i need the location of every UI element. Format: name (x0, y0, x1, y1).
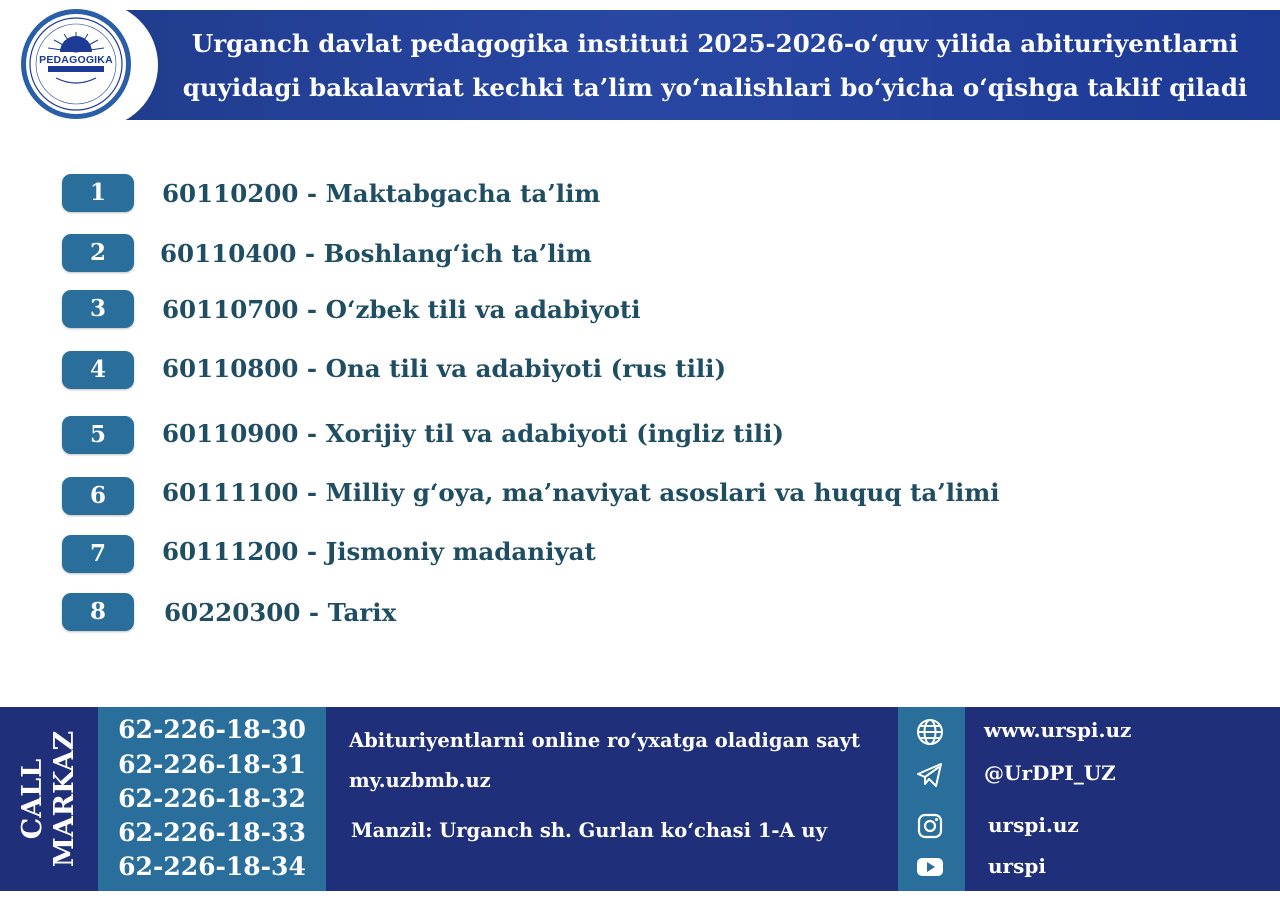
phone-number[interactable]: 62-226-18-32 (118, 784, 306, 813)
program-item-7 (62, 535, 962, 575)
program-label: 60110800 - Ona tili va adabiyoti (rus tili) (162, 354, 727, 383)
globe-icon (915, 717, 945, 747)
program-label: 60110400 - Boshlang‘ich ta’lim (160, 239, 592, 268)
title-line-2: quyidagi bakalavriat kechki ta’lim yo‘nalishlari bo‘yicha o‘qishga taklif qiladi (182, 73, 1248, 102)
program-item-5 (62, 416, 962, 456)
markaz-label: MARKAZ (49, 730, 80, 868)
program-number-badge: 4 (62, 351, 134, 389)
program-label: 60220300 - Tarix (164, 598, 397, 627)
program-item-4 (62, 351, 962, 391)
program-label: 60110700 - O‘zbek tili va adabiyoti (162, 295, 641, 324)
website-link[interactable]: www.urspi.uz (984, 718, 1132, 742)
call-center-label (0, 707, 98, 891)
program-number-badge: 3 (62, 290, 134, 328)
program-item-8 (62, 593, 962, 633)
phone-list (98, 707, 326, 891)
address-text: Manzil: Urganch sh. Gurlan ko‘chasi 1-A uy (351, 819, 827, 842)
telegram-link[interactable]: @UrDPI_UZ (984, 761, 1116, 785)
social-icon-column (898, 707, 965, 891)
call-label: CALL (17, 758, 48, 840)
program-label: 60110200 - Maktabgacha ta’lim (162, 179, 601, 208)
title-line-1: Urganch davlat pedagogika instituti 2025-2026-o‘quv yilida abituriyentlarni (191, 29, 1239, 58)
youtube-link[interactable]: urspi (988, 854, 1046, 878)
program-number-badge: 7 (62, 535, 134, 573)
program-number-badge: 6 (62, 477, 134, 515)
call-center-text (17, 731, 81, 867)
header-banner (0, 10, 1280, 120)
program-number-badge: 8 (62, 593, 134, 631)
program-label: 60111100 - Milliy g‘oya, ma’naviyat asoslari va huquq ta’limi (162, 478, 1000, 507)
program-item-3 (62, 290, 962, 330)
youtube-icon (915, 852, 945, 882)
phone-number[interactable]: 62-226-18-34 (118, 852, 306, 881)
program-number-badge: 1 (62, 174, 134, 212)
institute-logo (26, 14, 126, 114)
online-registration-link[interactable]: my.uzbmb.uz (349, 769, 491, 792)
program-item-2 (62, 234, 962, 274)
phone-number[interactable]: 62-226-18-31 (118, 750, 306, 779)
telegram-icon (915, 760, 945, 790)
program-item-1 (62, 174, 962, 214)
instagram-icon (915, 811, 945, 841)
program-label: 60111200 - Jismoniy madaniyat (162, 537, 596, 566)
phone-number[interactable]: 62-226-18-33 (118, 818, 306, 847)
program-item-6 (62, 477, 1000, 517)
logo-wordmark: PEDAGOGIKA (39, 54, 113, 66)
phone-number[interactable]: 62-226-18-30 (118, 715, 306, 744)
contact-footer (0, 707, 1280, 891)
program-label: 60110900 - Xorijiy til va adabiyoti (ingliz tili) (162, 419, 784, 448)
program-number-badge: 5 (62, 416, 134, 454)
logo-container (0, 2, 158, 128)
page-title (170, 22, 1260, 110)
instagram-link[interactable]: urspi.uz (988, 813, 1079, 837)
program-number-badge: 2 (62, 234, 134, 272)
online-registration-label: Abituriyentlarni online ro‘yxatga oladigan sayt (349, 729, 861, 752)
